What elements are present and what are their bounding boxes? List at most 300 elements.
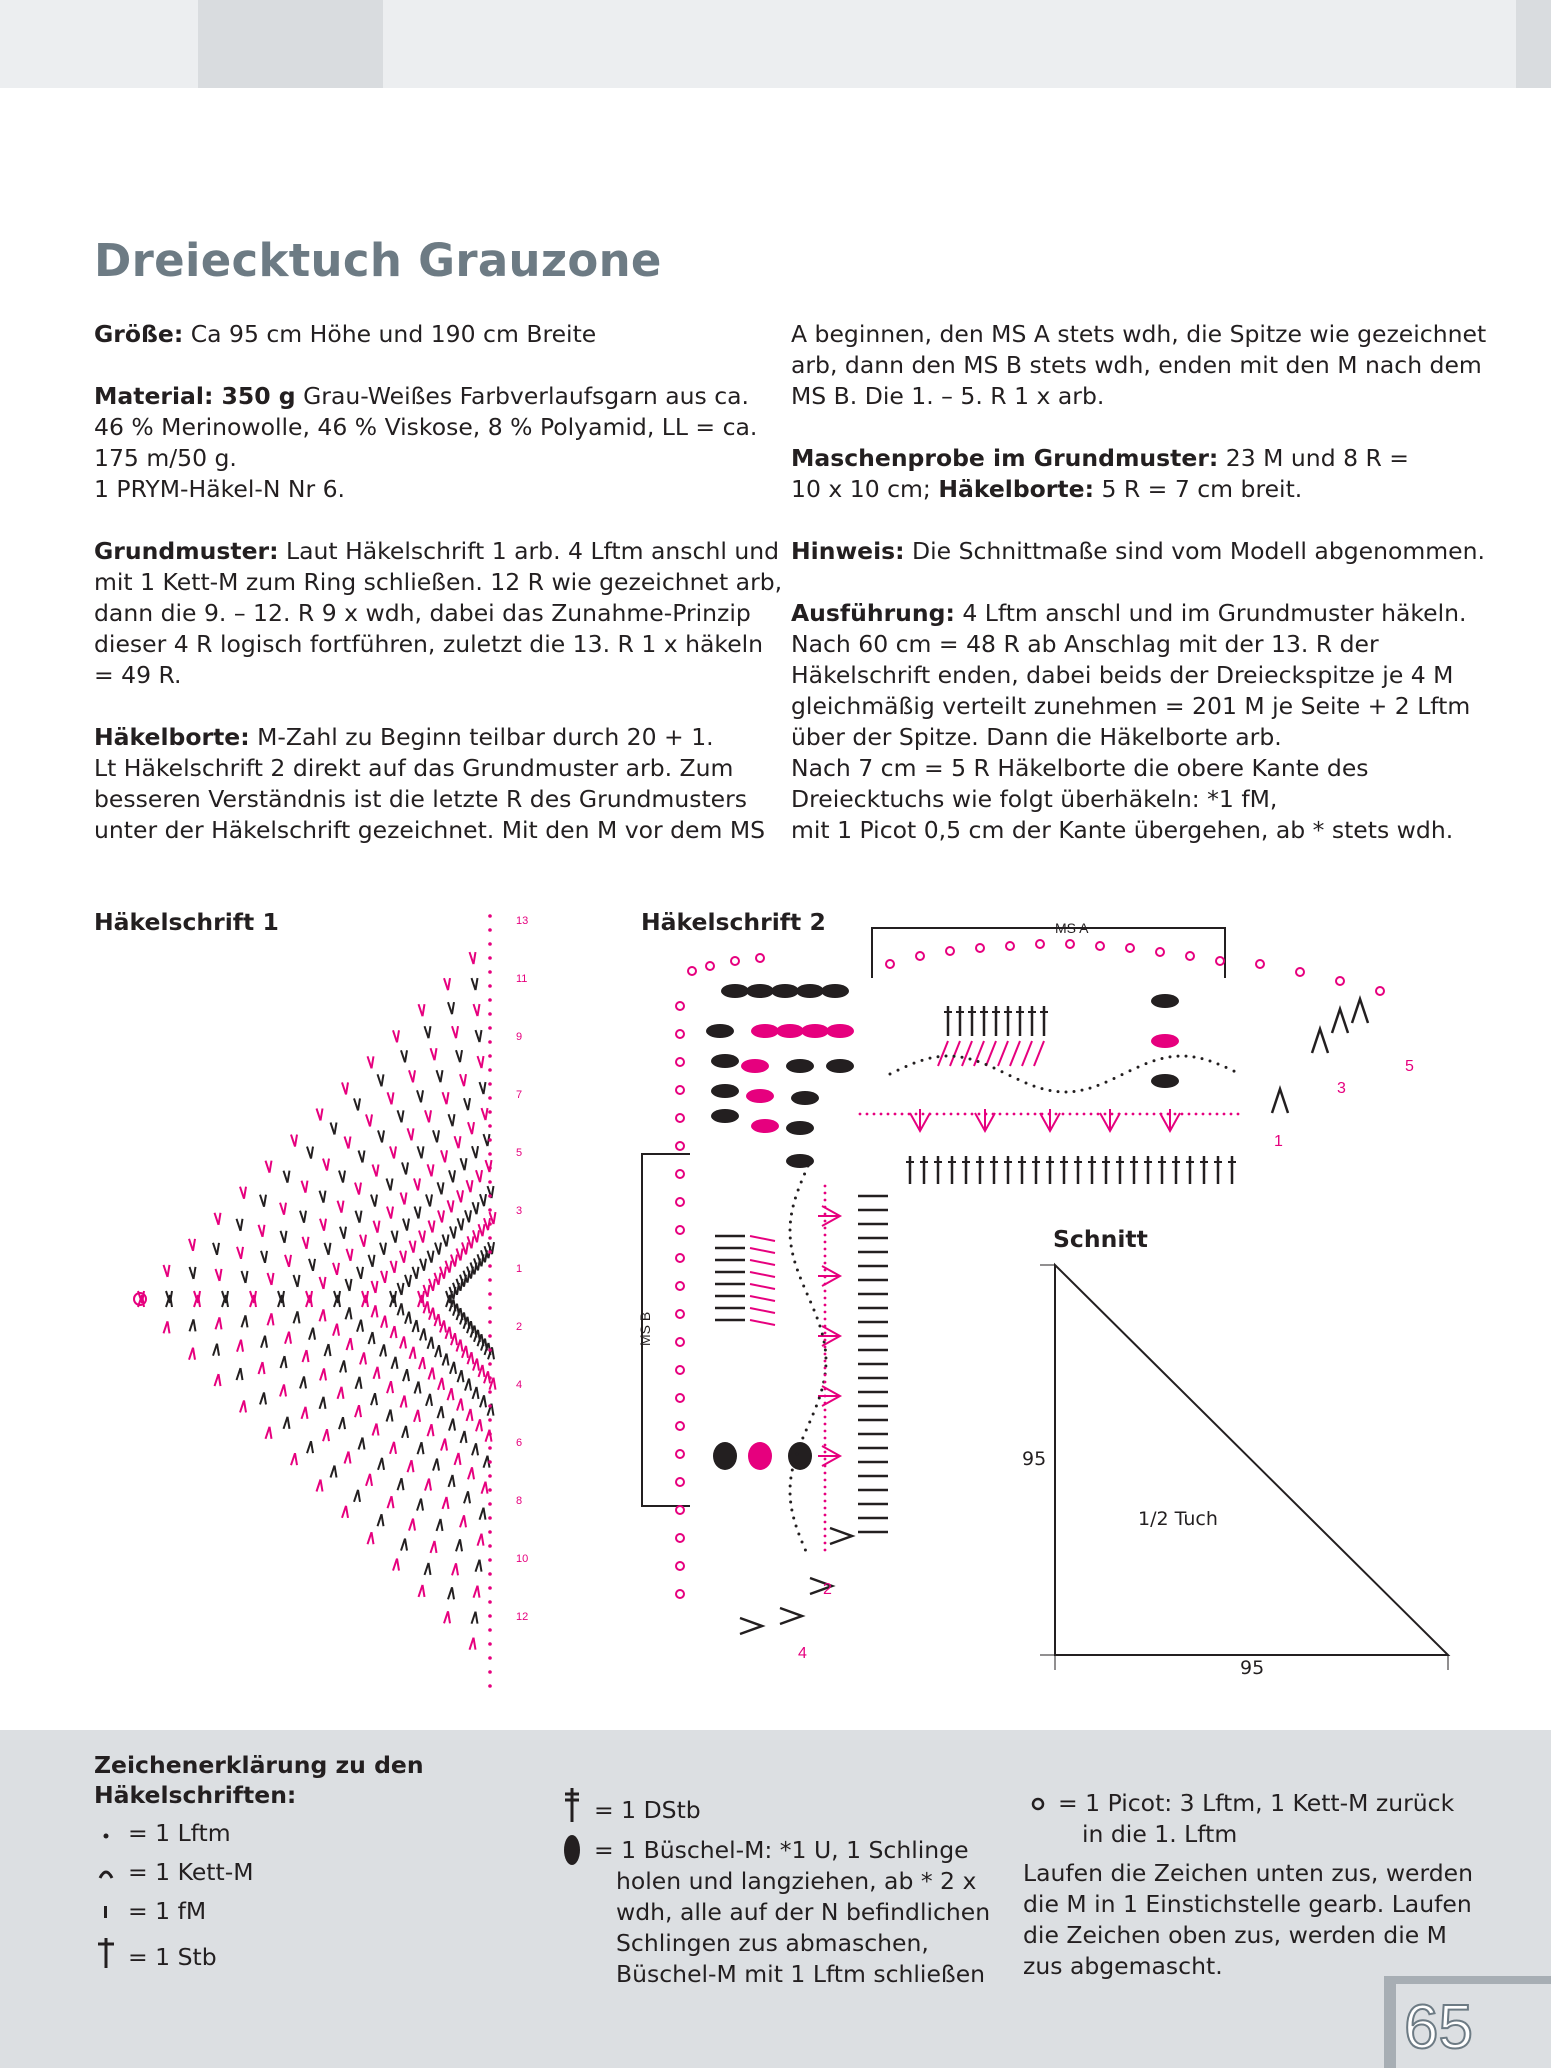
stitch-mark bbox=[472, 1236, 474, 1248]
chain-dot bbox=[805, 1429, 808, 1432]
chain-dot bbox=[488, 1334, 492, 1338]
stitch-mark bbox=[360, 1211, 362, 1223]
picot bbox=[676, 1226, 684, 1234]
material-label: Material: 350 g bbox=[94, 382, 296, 410]
chain-dot bbox=[799, 1277, 802, 1280]
chain-dot bbox=[824, 1311, 827, 1314]
bueschel-line: holen und langziehen, ab * 2 x bbox=[616, 1867, 977, 1895]
chain-dot bbox=[905, 1065, 908, 1068]
chain-dot bbox=[790, 1213, 793, 1216]
chain-dot bbox=[1097, 1113, 1100, 1116]
stitch-mark bbox=[429, 1479, 431, 1491]
stitch-mark bbox=[405, 1193, 407, 1205]
stitch-mark bbox=[461, 1340, 463, 1352]
stitch-mark bbox=[455, 1333, 457, 1345]
chain-dot bbox=[488, 956, 492, 960]
fan-stitch bbox=[950, 1041, 960, 1066]
stitch-mark bbox=[372, 1532, 374, 1544]
picot bbox=[946, 947, 954, 955]
bueschel-line: wdh, alle auf der N befindlichen bbox=[616, 1898, 991, 1926]
picot bbox=[1066, 940, 1074, 948]
chain-dot bbox=[824, 1206, 827, 1209]
stitch-mark bbox=[445, 1439, 447, 1451]
tip-stitch bbox=[1272, 1089, 1288, 1113]
cluster-stitch-icon bbox=[560, 1832, 584, 1868]
chain-dot bbox=[816, 1317, 819, 1320]
stitch-mark bbox=[433, 1308, 435, 1320]
chain-dot bbox=[820, 1389, 823, 1392]
left-column bbox=[94, 319, 783, 877]
stitch-mark bbox=[344, 1227, 346, 1239]
tip-stitch bbox=[740, 1618, 762, 1634]
stitch-mark bbox=[417, 1267, 419, 1279]
tip-stitch bbox=[1312, 1029, 1328, 1053]
chain-dot bbox=[1062, 1113, 1065, 1116]
chain-dot bbox=[824, 1507, 827, 1510]
v-stitch bbox=[1160, 1109, 1180, 1131]
chain-dot bbox=[488, 1376, 492, 1380]
stitch-mark bbox=[397, 1030, 399, 1042]
stitch-mark bbox=[468, 1491, 470, 1503]
chain-dot bbox=[1049, 1089, 1052, 1092]
stitch-mark bbox=[447, 1354, 449, 1366]
stitch-mark bbox=[430, 1194, 432, 1206]
right-column bbox=[791, 319, 1487, 877]
stitch-mark bbox=[453, 1419, 455, 1431]
stitch-mark bbox=[402, 1303, 404, 1315]
stitch-mark bbox=[361, 1267, 363, 1279]
ausfuehrung-line: Nach 60 cm = 48 R ab Anschlag mit der 13. R der bbox=[791, 630, 1379, 658]
chain-dot bbox=[488, 1348, 492, 1352]
picot-line: in die 1. Lftm bbox=[1082, 1820, 1238, 1848]
fan-stitch bbox=[998, 1041, 1008, 1066]
stitch-mark bbox=[405, 1050, 407, 1062]
chain-dot bbox=[1048, 1113, 1051, 1116]
chain-dot bbox=[824, 1269, 827, 1272]
chain-dot bbox=[488, 1082, 492, 1086]
stitch-mark bbox=[346, 1082, 348, 1094]
stitch-mark bbox=[370, 1114, 372, 1126]
fan-stitch bbox=[750, 1296, 775, 1301]
chain-dot bbox=[1146, 1113, 1149, 1116]
stitch-mark bbox=[456, 1563, 458, 1575]
chain-dot bbox=[824, 1349, 827, 1352]
stitch-mark bbox=[413, 1519, 415, 1531]
stitch-mark bbox=[295, 1135, 297, 1147]
stitch-mark bbox=[460, 1050, 462, 1062]
stitch-mark bbox=[482, 1056, 484, 1068]
stitch-mark bbox=[402, 1110, 404, 1122]
chain-stitch-icon bbox=[96, 1824, 120, 1848]
chain-dot bbox=[824, 1493, 827, 1496]
chain-dot bbox=[488, 1460, 492, 1464]
picot bbox=[676, 1366, 684, 1374]
chain-dot bbox=[818, 1325, 821, 1328]
grundmuster-line: mit 1 Kett-M zum Ring schließen. 12 R wie gezeichnet arb, bbox=[94, 568, 783, 596]
chain-dot bbox=[488, 1670, 492, 1674]
stitch-mark bbox=[412, 1128, 414, 1140]
stitch-mark bbox=[477, 1387, 479, 1399]
chain-dot bbox=[824, 1304, 827, 1307]
stitch-mark bbox=[324, 1368, 326, 1380]
chain-dot bbox=[488, 1362, 492, 1366]
chain-dot bbox=[488, 1656, 492, 1660]
stitch-mark bbox=[452, 1388, 454, 1400]
page-number: 65 bbox=[1404, 1993, 1473, 2062]
stitch-mark bbox=[437, 1459, 439, 1471]
chain-dot bbox=[1129, 1069, 1132, 1072]
chain-dot bbox=[1025, 1081, 1028, 1084]
chain-dot bbox=[873, 1113, 876, 1116]
stitch-mark bbox=[324, 1397, 326, 1409]
chain-dot bbox=[488, 1138, 492, 1142]
stitch-mark bbox=[395, 1261, 397, 1273]
chain-dot bbox=[824, 1444, 827, 1447]
stitch-mark bbox=[329, 1344, 331, 1356]
stitch-mark bbox=[414, 1241, 416, 1253]
chain-dot bbox=[792, 1517, 795, 1520]
v-stitch bbox=[910, 1109, 930, 1131]
chain-dot bbox=[803, 1173, 806, 1176]
grundmuster-line: = 49 R. bbox=[94, 661, 182, 689]
chain-dot bbox=[1225, 1066, 1228, 1069]
stitch-mark bbox=[329, 1243, 331, 1255]
stitch-mark bbox=[321, 1480, 323, 1492]
chain-dot bbox=[824, 1430, 827, 1433]
chain-dot bbox=[1233, 1070, 1236, 1073]
stitch-mark bbox=[193, 1239, 195, 1251]
maschenprobe-text: 23 M und 8 R = bbox=[1218, 444, 1409, 472]
chain-dot bbox=[985, 1063, 988, 1066]
note-line: die M in 1 Einstichstelle gearb. Laufen bbox=[1023, 1890, 1472, 1918]
chain-dot bbox=[791, 1253, 794, 1256]
picot bbox=[1126, 944, 1134, 952]
chain-dot bbox=[937, 1055, 940, 1058]
stitch-mark bbox=[335, 1123, 337, 1135]
chain-dot bbox=[1065, 1090, 1068, 1093]
stitch-mark bbox=[321, 1109, 323, 1121]
stitch-mark bbox=[453, 1475, 455, 1487]
chain-dot bbox=[824, 1276, 827, 1279]
chain-dot bbox=[1041, 1113, 1044, 1116]
haekelborte-label: Häkelborte: bbox=[94, 723, 250, 751]
chain-dot bbox=[824, 1255, 827, 1258]
grundmuster-line: dann die 9. – 12. R 9 x wdh, dabei das Zunahme-Prinzip bbox=[94, 599, 751, 627]
chain-dot bbox=[824, 1213, 827, 1216]
chain-dot bbox=[824, 1465, 827, 1468]
chain-dot bbox=[1167, 1113, 1170, 1116]
chain-dot bbox=[488, 1236, 492, 1240]
picot bbox=[1186, 952, 1194, 960]
tip-stitch bbox=[1332, 1009, 1348, 1033]
stitch-mark bbox=[311, 1147, 313, 1159]
stitch-mark bbox=[396, 1231, 398, 1243]
chain-dot bbox=[978, 1113, 981, 1116]
stitch-mark bbox=[391, 1410, 393, 1422]
continuation-line: arb, dann den MS B stets wdh, enden mit den M nach dem bbox=[791, 351, 1482, 379]
cluster-stitch bbox=[1151, 1034, 1179, 1048]
stitch-mark bbox=[461, 1399, 463, 1411]
haekelborte-line: besseren Verständnis ist die letzte R des Grundmusters bbox=[94, 785, 748, 813]
stitch-mark bbox=[288, 1417, 290, 1429]
haekelborte-gauge-label: Häkelborte: bbox=[938, 475, 1094, 503]
row-number: 5 bbox=[1405, 1058, 1414, 1075]
stitch-mark bbox=[304, 1211, 306, 1223]
chain-dot bbox=[488, 1404, 492, 1408]
picot bbox=[916, 952, 924, 960]
stitch-mark bbox=[483, 1365, 485, 1377]
chain-dot bbox=[1237, 1113, 1240, 1116]
continuation-line: MS B. Die 1. – 5. R 1 x arb. bbox=[791, 382, 1105, 410]
stitch-mark bbox=[494, 1212, 496, 1224]
stitch-mark bbox=[241, 1368, 243, 1380]
stitch-mark bbox=[494, 1378, 496, 1390]
stitch-mark bbox=[409, 1275, 411, 1287]
chain-dot bbox=[488, 1446, 492, 1450]
stitch-mark bbox=[343, 1171, 345, 1183]
stitch-mark bbox=[445, 1150, 447, 1162]
cluster-stitch bbox=[748, 1442, 772, 1470]
row-number: 1 bbox=[1274, 1133, 1283, 1150]
header-accent-block bbox=[198, 0, 383, 88]
chain-dot bbox=[824, 1318, 827, 1321]
chain-dot bbox=[1118, 1113, 1121, 1116]
chain-dot bbox=[887, 1113, 890, 1116]
chain-dot bbox=[1223, 1113, 1226, 1116]
slip-stitch-icon bbox=[96, 1862, 120, 1886]
stitch-mark bbox=[363, 1438, 365, 1450]
stitch-mark bbox=[272, 1273, 274, 1285]
chain-dot bbox=[488, 1418, 492, 1422]
chain-dot bbox=[1209, 1059, 1212, 1062]
picot bbox=[676, 1394, 684, 1402]
legend-bueschel bbox=[594, 1835, 990, 1990]
chain-dot bbox=[488, 1684, 492, 1688]
stitch-mark bbox=[358, 1098, 360, 1110]
stitch-mark bbox=[313, 1328, 315, 1340]
chain-dot bbox=[1201, 1057, 1204, 1060]
stitch-mark bbox=[324, 1309, 326, 1321]
chain-dot bbox=[801, 1437, 804, 1440]
chain-dot bbox=[953, 1055, 956, 1058]
stitch-mark bbox=[484, 1194, 486, 1206]
fan-stitch bbox=[750, 1272, 775, 1277]
stitch-mark bbox=[444, 1267, 446, 1279]
stitch-mark bbox=[450, 1327, 452, 1339]
chain-dot bbox=[1017, 1078, 1020, 1081]
cluster-stitch bbox=[1151, 1074, 1179, 1088]
stitch-mark bbox=[469, 1210, 471, 1222]
material-line: Grau-Weißes Farbverlaufsgarn aus ca. bbox=[295, 382, 750, 410]
chain-dot bbox=[1006, 1113, 1009, 1116]
haekelborte-line: M-Zahl zu Beginn teilbar durch 20 + 1. bbox=[249, 723, 714, 751]
legend-heading bbox=[94, 1750, 454, 1810]
stitch-mark bbox=[486, 1482, 488, 1494]
stitch-mark bbox=[373, 1332, 375, 1344]
chain-dot bbox=[488, 1516, 492, 1520]
stitch-mark bbox=[337, 1263, 339, 1275]
maschenprobe-paragraph bbox=[791, 443, 1471, 505]
ausfuehrung-line: über der Spitze. Dann die Häkelborte arb. bbox=[791, 723, 1282, 751]
stitch-mark bbox=[409, 1312, 411, 1324]
haekelborte-line: unter der Häkelschrift gezeichnet. Mit den M vor dem MS bbox=[94, 816, 766, 844]
chain-dot bbox=[824, 1500, 827, 1503]
stitch-mark bbox=[418, 1178, 420, 1190]
stitch-mark bbox=[382, 1074, 384, 1086]
stitch-mark bbox=[421, 1090, 423, 1102]
chain-dot bbox=[1111, 1113, 1114, 1116]
stitch-mark bbox=[327, 1429, 329, 1441]
chain-dot bbox=[797, 1189, 800, 1192]
stitch-mark bbox=[394, 1146, 396, 1158]
stitch-mark bbox=[376, 1305, 378, 1317]
chain-dot bbox=[824, 1486, 827, 1489]
stitch-mark bbox=[450, 1261, 452, 1273]
stitch-mark bbox=[444, 1320, 446, 1332]
chain-dot bbox=[921, 1059, 924, 1062]
picot bbox=[676, 1338, 684, 1346]
stitch-mark bbox=[382, 1130, 384, 1142]
picot bbox=[1256, 960, 1264, 968]
stitch-mark bbox=[480, 1560, 482, 1572]
chain-dot bbox=[1073, 1090, 1076, 1093]
chain-dot bbox=[824, 1451, 827, 1454]
stitch-mark bbox=[324, 1219, 326, 1231]
chain-dot bbox=[804, 1549, 807, 1552]
chain-dot bbox=[789, 1501, 792, 1504]
stitch-mark bbox=[480, 1419, 482, 1431]
chain-dot bbox=[488, 1250, 492, 1254]
chain-dot bbox=[824, 1346, 827, 1349]
row-number: 1 bbox=[516, 1263, 523, 1275]
chain-dot bbox=[488, 1026, 492, 1030]
fan-stitch bbox=[750, 1320, 775, 1325]
picot bbox=[688, 967, 696, 975]
stitch-mark bbox=[265, 1251, 267, 1263]
chain-dot bbox=[488, 1600, 492, 1604]
stitch-mark bbox=[270, 1161, 272, 1173]
row-number: 6 bbox=[516, 1437, 523, 1449]
picot bbox=[676, 1142, 684, 1150]
stitch-mark bbox=[465, 1158, 467, 1170]
stitch-mark bbox=[454, 1362, 456, 1374]
chain-dot bbox=[824, 1360, 827, 1363]
stitch-mark bbox=[405, 1539, 407, 1551]
stitch-mark bbox=[492, 1404, 494, 1416]
stitch-mark bbox=[346, 1506, 348, 1518]
stitch-mark bbox=[385, 1271, 387, 1283]
picot bbox=[676, 1170, 684, 1178]
picot bbox=[676, 1002, 684, 1010]
stitch-mark bbox=[437, 1130, 439, 1142]
legend-heading-line: Zeichenerklärung zu den bbox=[94, 1751, 424, 1779]
stitch-mark bbox=[324, 1277, 326, 1289]
stitch-mark bbox=[461, 1249, 463, 1261]
stitch-mark bbox=[484, 1508, 486, 1520]
stitch-mark bbox=[480, 1170, 482, 1182]
page-title: Dreiecktuch Grauzone bbox=[94, 234, 662, 287]
tip-stitch bbox=[780, 1608, 802, 1624]
stitch-mark bbox=[472, 1352, 474, 1364]
chain-dot bbox=[1145, 1062, 1148, 1065]
chain-dot bbox=[824, 1549, 827, 1552]
schnitt-inner-label: 1/2 Tuch bbox=[1138, 1508, 1218, 1530]
stitch-mark bbox=[432, 1164, 434, 1176]
chain-dot bbox=[824, 1357, 827, 1360]
chain-dot bbox=[1090, 1113, 1093, 1116]
stitch-mark bbox=[429, 1026, 431, 1038]
stitch-mark bbox=[460, 1539, 462, 1551]
fan-stitch bbox=[750, 1308, 775, 1313]
cluster-stitch bbox=[796, 984, 824, 998]
stitch-mark bbox=[375, 1393, 377, 1405]
chain-dot bbox=[1121, 1073, 1124, 1076]
ms-a-bracket bbox=[872, 928, 1225, 978]
cluster-stitch bbox=[711, 1084, 739, 1098]
cluster-stitch bbox=[751, 1119, 779, 1133]
picot bbox=[676, 1030, 684, 1038]
chain-dot bbox=[824, 1248, 827, 1251]
stitch-mark bbox=[220, 1317, 222, 1329]
schnitt-width-label: 95 bbox=[1240, 1657, 1265, 1679]
stitch-mark bbox=[373, 1255, 375, 1267]
stitch-mark bbox=[359, 1183, 361, 1195]
chain-dot bbox=[824, 1402, 827, 1405]
stitch-mark bbox=[471, 1180, 473, 1192]
chain-dot bbox=[488, 1544, 492, 1548]
stitch-mark bbox=[447, 1092, 449, 1104]
legend-note bbox=[1023, 1858, 1473, 1982]
chain-dot bbox=[1193, 1055, 1196, 1058]
maschenprobe-text: 10 x 10 cm; bbox=[791, 475, 939, 503]
picot-icon bbox=[1026, 1792, 1050, 1816]
chain-dot bbox=[1055, 1113, 1058, 1116]
chain-dot bbox=[1188, 1113, 1191, 1116]
ausfuehrung-line: mit 1 Picot 0,5 cm der Kante übergehen, ab * stets wdh. bbox=[791, 816, 1454, 844]
row-number: 12 bbox=[516, 1611, 529, 1623]
stitch-mark bbox=[462, 1370, 464, 1382]
fan-stitch bbox=[1034, 1041, 1044, 1066]
maschenprobe-label: Maschenprobe im Grundmuster: bbox=[791, 444, 1219, 472]
stitch-mark bbox=[407, 1369, 409, 1381]
chain-dot bbox=[1177, 1055, 1180, 1058]
chain-dot bbox=[806, 1293, 809, 1296]
stitch-mark bbox=[361, 1320, 363, 1332]
row-number: 7 bbox=[516, 1089, 523, 1101]
chain-dot bbox=[1089, 1087, 1092, 1090]
chain-dot bbox=[1009, 1074, 1012, 1077]
stitch-mark bbox=[414, 1347, 416, 1359]
chain-dot bbox=[1161, 1057, 1164, 1060]
chain-dot bbox=[793, 1461, 796, 1464]
chain-dot bbox=[971, 1113, 974, 1116]
legend-kettm: = 1 Kett-M bbox=[128, 1858, 254, 1886]
v-stitch bbox=[818, 1206, 840, 1226]
stitch-mark bbox=[459, 1136, 461, 1148]
stitch-mark bbox=[466, 1346, 468, 1358]
stitch-mark bbox=[477, 1230, 479, 1242]
stitch-mark bbox=[442, 1182, 444, 1194]
chain-dot bbox=[1041, 1087, 1044, 1090]
row-number: 10 bbox=[516, 1553, 529, 1565]
cluster-stitch bbox=[711, 1109, 739, 1123]
stitch-mark bbox=[350, 1307, 352, 1319]
chain-dot bbox=[807, 1165, 810, 1168]
stitch-mark bbox=[264, 1195, 266, 1207]
chain-dot bbox=[488, 1642, 492, 1646]
stitch-mark bbox=[448, 978, 450, 990]
legend-stb: = 1 Stb bbox=[128, 1943, 217, 1971]
